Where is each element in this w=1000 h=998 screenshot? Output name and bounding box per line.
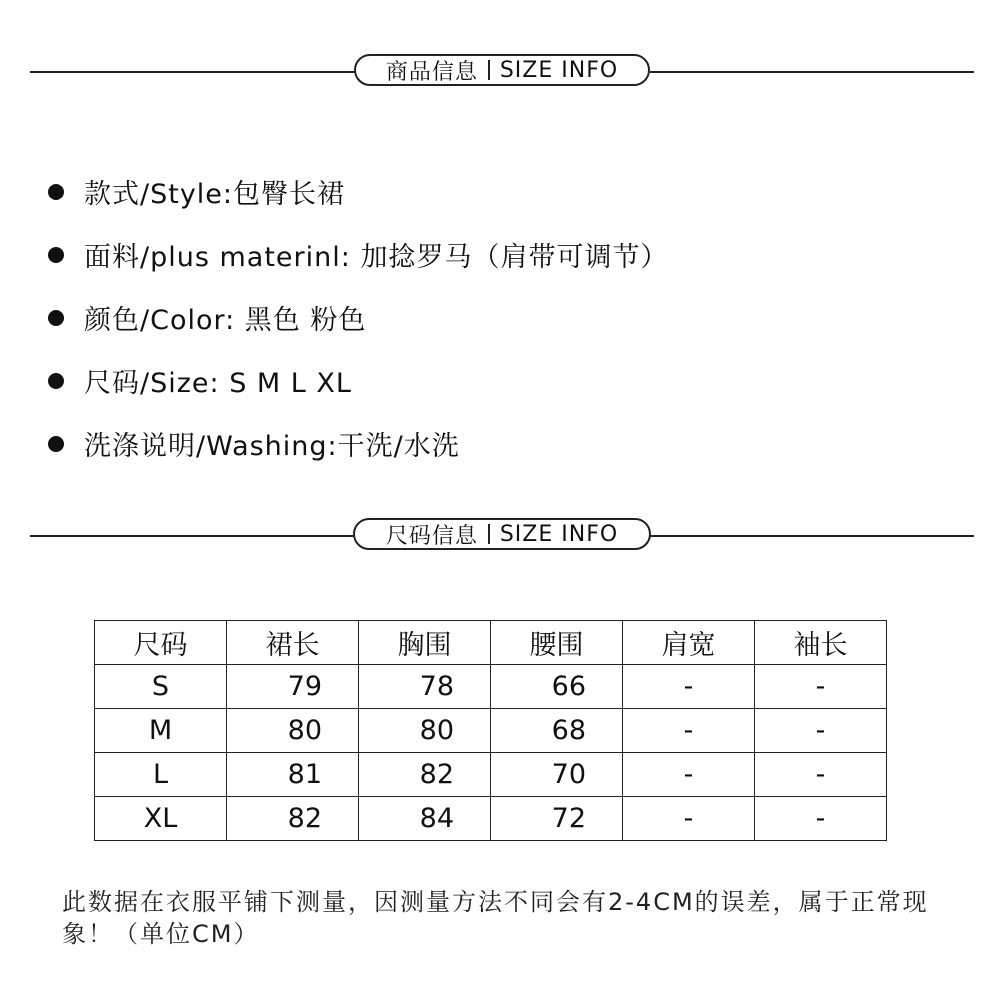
spec-text: 面料/plus materinl: 加捻罗马（肩带可调节）: [84, 242, 669, 273]
length-cell: 81: [227, 753, 359, 797]
col-header-shoulder: 肩宽: [623, 621, 755, 665]
col-header-length: 裙长: [227, 621, 359, 665]
section-title-cn: 商品信息: [385, 59, 478, 85]
shoulder-cell: -: [623, 753, 755, 797]
section-title-en: SIZE INFO: [499, 57, 619, 83]
spec-text: 洗涤说明/Washing:干洗/水洗: [84, 431, 460, 462]
length-cell: 80: [227, 709, 359, 753]
spec-text: 款式/Style:包臀长裙: [84, 179, 346, 210]
sleeve-cell: -: [755, 665, 887, 709]
table-row: [95, 665, 887, 709]
spec-color: [48, 286, 668, 349]
spec-list: [48, 160, 668, 475]
bullet-icon: [48, 310, 64, 326]
waist-cell: 66: [491, 665, 623, 709]
spec-text: 颜色/Color: 黑色 粉色: [84, 305, 367, 336]
table-row: [95, 797, 887, 841]
bullet-icon: [48, 184, 64, 200]
spec-material: [48, 223, 668, 286]
table-row: [95, 753, 887, 797]
divider-line: [30, 535, 355, 537]
shoulder-cell: -: [623, 665, 755, 709]
spec-washing: [48, 412, 668, 475]
bust-cell: 84: [359, 797, 491, 841]
bullet-icon: [48, 373, 64, 389]
length-cell: 79: [227, 665, 359, 709]
col-header-bust: 胸围: [359, 621, 491, 665]
shoulder-cell: -: [623, 797, 755, 841]
bust-cell: 78: [359, 665, 491, 709]
sleeve-cell: -: [755, 709, 887, 753]
size-info-header: [30, 516, 974, 556]
size-cell: XL: [95, 797, 227, 841]
measurement-note: 此数据在衣服平铺下测量，因测量方法不同会有2-4CM的误差，属于正常现象！（单位CM）: [62, 888, 929, 948]
section-title-en: SIZE INFO: [499, 521, 619, 547]
waist-cell: 70: [491, 753, 623, 797]
table-header-row: [95, 621, 887, 665]
table-row: [95, 709, 887, 753]
spec-size: [48, 349, 668, 412]
spec-text: 尺码/Size: S M L XL: [84, 368, 352, 399]
shoulder-cell: -: [623, 709, 755, 753]
spec-style: [48, 160, 668, 223]
waist-cell: 72: [491, 797, 623, 841]
bullet-icon: [48, 247, 64, 263]
product-info-header: [30, 52, 974, 92]
divider-line: [650, 71, 974, 73]
col-header-waist: 腰围: [491, 621, 623, 665]
divider-line: [30, 71, 355, 73]
col-header-size: 尺码: [95, 621, 227, 665]
length-cell: 82: [227, 797, 359, 841]
bullet-icon: [48, 436, 64, 452]
sleeve-cell: -: [755, 753, 887, 797]
section-title-pill: [354, 54, 650, 86]
bust-cell: 82: [359, 753, 491, 797]
bust-cell: 80: [359, 709, 491, 753]
divider-line: [650, 535, 974, 537]
sleeve-cell: -: [755, 797, 887, 841]
size-table: [94, 620, 887, 841]
title-separator: [488, 524, 490, 544]
section-title-pill: [353, 518, 651, 550]
size-cell: L: [95, 753, 227, 797]
size-cell: M: [95, 709, 227, 753]
size-cell: S: [95, 665, 227, 709]
waist-cell: 68: [491, 709, 623, 753]
col-header-sleeve: 袖长: [755, 621, 887, 665]
title-separator: [488, 60, 490, 80]
section-title-cn: 尺码信息: [385, 523, 478, 549]
